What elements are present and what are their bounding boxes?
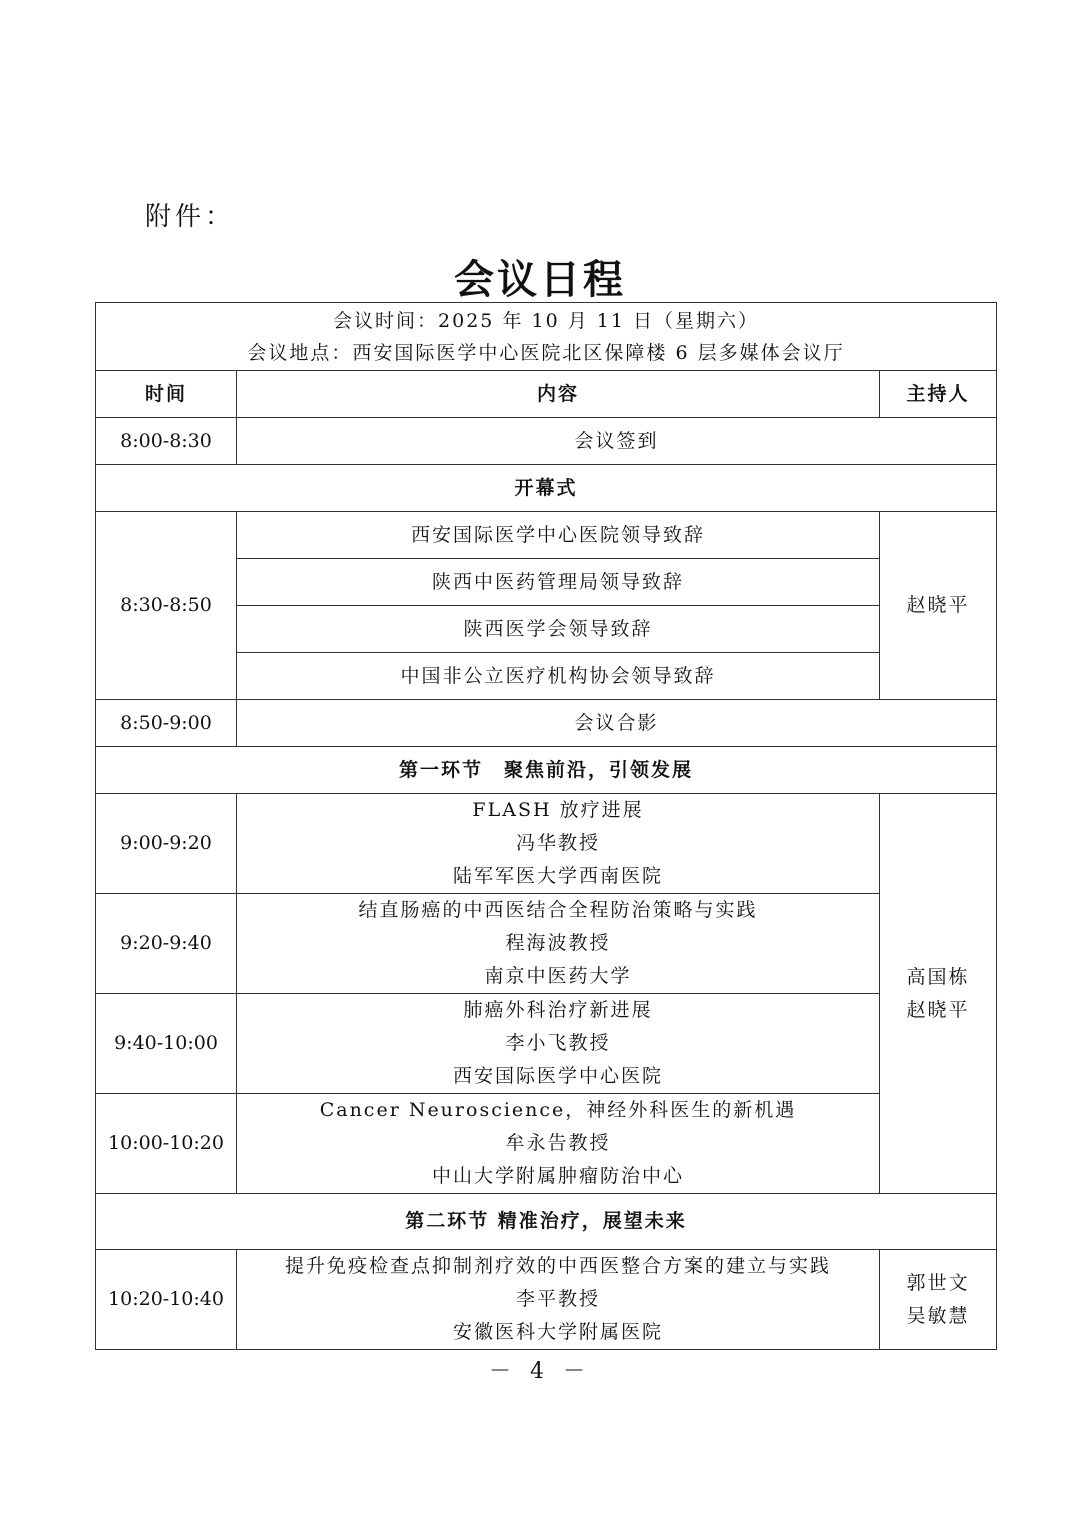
host-cell xyxy=(880,794,997,1194)
content-cell: 中国非公立医疗机构协会领导致辞 xyxy=(237,653,880,700)
talk-topic: Cancer Neuroscience，神经外科医生的新机遇 xyxy=(319,1099,797,1121)
time-cell: 10:00-10:20 xyxy=(96,1094,237,1194)
talk-speaker: 冯华教授 xyxy=(515,832,600,854)
time-cell: 8:50-9:00 xyxy=(96,700,237,747)
content-cell: 西安国际医学中心医院领导致辞 xyxy=(237,512,880,559)
section-row xyxy=(96,465,997,512)
attachment-label: 附件： xyxy=(145,202,236,232)
info-row xyxy=(96,303,997,371)
talk-topic: 肺癌外科治疗新进展 xyxy=(463,999,653,1021)
table-row xyxy=(96,512,997,559)
content-cell: 陕西医学会领导致辞 xyxy=(237,606,880,653)
section-title-opening: 开幕式 xyxy=(96,465,997,512)
content-cell: 会议签到 xyxy=(237,418,997,465)
host-name: 郭世文 xyxy=(906,1271,970,1294)
section-row xyxy=(96,747,997,794)
meeting-time: 会议时间：2025 年 10 月 11 日（星期六） xyxy=(333,309,759,332)
header-host: 主持人 xyxy=(880,371,997,418)
time-cell: 9:20-9:40 xyxy=(96,894,237,994)
talk-cell xyxy=(237,894,880,994)
meeting-place: 会议地点：西安国际医学中心医院北区保障楼 6 层多媒体会议厅 xyxy=(247,341,845,364)
content-cell: 会议合影 xyxy=(237,700,997,747)
talk-speaker: 李小飞教授 xyxy=(505,1032,611,1054)
table-row xyxy=(96,794,997,894)
talk-speaker: 程海波教授 xyxy=(505,932,611,954)
talk-organization: 中山大学附属肿瘤防治中心 xyxy=(431,1165,684,1187)
talk-cell xyxy=(237,794,880,894)
talk-topic: 结直肠癌的中西医结合全程防治策略与实践 xyxy=(358,899,758,921)
meeting-info xyxy=(96,303,997,371)
document-title: 会议日程 xyxy=(454,257,626,303)
talk-topic: 提升免疫检查点抑制剂疗效的中西医整合方案的建立与实践 xyxy=(284,1255,831,1277)
table-row xyxy=(96,994,997,1094)
table-row xyxy=(96,1094,997,1194)
talk-organization: 安徽医科大学附属医院 xyxy=(452,1321,663,1343)
header-row xyxy=(96,371,997,418)
host-name: 吴敏慧 xyxy=(906,1304,970,1327)
table-row xyxy=(96,418,997,465)
host-name: 高国栋 xyxy=(906,965,970,988)
host-cell xyxy=(880,1250,997,1350)
time-cell: 8:30-8:50 xyxy=(96,512,237,700)
section-row xyxy=(96,1194,997,1250)
header-time: 时间 xyxy=(96,371,237,418)
time-cell: 10:20-10:40 xyxy=(96,1250,237,1350)
talk-organization: 西安国际医学中心医院 xyxy=(452,1065,663,1087)
section-title-1: 第一环节 聚焦前沿，引领发展 xyxy=(96,747,997,794)
time-cell: 9:40-10:00 xyxy=(96,994,237,1094)
section-title-2: 第二环节 精准治疗，展望未来 xyxy=(96,1194,997,1250)
talk-cell xyxy=(237,994,880,1094)
host-cell: 赵晓平 xyxy=(880,512,997,700)
table-row xyxy=(96,1250,997,1350)
talk-topic: FLASH 放疗进展 xyxy=(472,799,644,821)
content-cell: 陕西中医药管理局领导致辞 xyxy=(237,559,880,606)
talk-cell xyxy=(237,1250,880,1350)
talk-speaker: 牟永告教授 xyxy=(505,1132,611,1154)
page-number: － 4 － xyxy=(489,1359,591,1384)
talk-organization: 陆军军医大学西南医院 xyxy=(452,865,663,887)
header-content: 内容 xyxy=(237,371,880,418)
schedule-table xyxy=(95,302,997,1350)
table-row xyxy=(96,894,997,994)
talk-organization: 南京中医药大学 xyxy=(484,965,632,987)
talk-cell xyxy=(237,1094,880,1194)
host-name: 赵晓平 xyxy=(906,998,970,1021)
table-row xyxy=(96,700,997,747)
time-cell: 8:00-8:30 xyxy=(96,418,237,465)
time-cell: 9:00-9:20 xyxy=(96,794,237,894)
talk-speaker: 李平教授 xyxy=(515,1288,600,1310)
